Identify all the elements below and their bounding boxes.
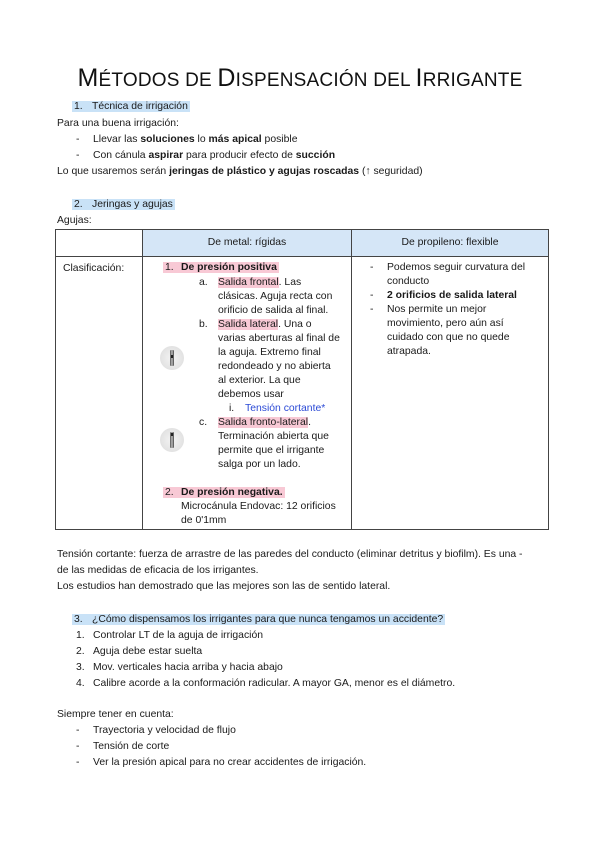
section-1-outro: Lo que usaremos serán jeringas de plástico y agujas roscadas (↑ seguridad) (57, 166, 423, 177)
note-line: Tensión cortante: fuerza de arrastre de las paredes del conducto (eliminar detritus y biofilm). Es una - (57, 549, 523, 560)
note-line: Los estudios han demostrado que las mejores son las de sentido lateral. (57, 581, 391, 592)
lateral-needle-tip-image (160, 346, 184, 370)
flexible-list-item: atrapada. (387, 346, 431, 357)
title-part: M (77, 64, 99, 92)
section-number: 3. (74, 614, 83, 625)
flexible-list-item: movimiento, pero aún así (387, 318, 504, 329)
text-line: permite que el irrigante (218, 445, 325, 456)
numbered-item: 3. Mov. verticales hacia arriba y hacia abajo (76, 662, 283, 673)
flexible-list-item: - Podemos seguir curvatura del (370, 262, 526, 273)
table-row-label-cell (56, 257, 143, 530)
bullet-item: - Con cánula aspirar para producir efecto de succión (76, 150, 336, 161)
title-part: I (415, 64, 423, 92)
section-title: Técnica de irrigación (92, 101, 188, 112)
note-line: de las medidas de eficacia de los irrigantes. (57, 565, 259, 576)
section-2-heading (72, 197, 175, 213)
numbered-item: 2. Aguja debe estar suelta (76, 646, 203, 657)
numbered-item: 4. Calibre acorde a la conformación radicular. A mayor GA, menor es el diámetro. (76, 678, 456, 689)
bullet-item: - Tensión de corte (76, 741, 170, 752)
text-line: varias aberturas al final de (218, 333, 340, 344)
title-part: ÉTODOS DE (98, 70, 218, 91)
section-2-intro: Agujas: (57, 215, 92, 226)
section-1-intro: Para una buena irrigación: (57, 118, 179, 129)
section-title: ¿Cómo dispensamos los irrigantes para que nunca tengamos un accidente? (92, 614, 444, 625)
text-line: Terminación abierta que (218, 431, 329, 442)
reminder-intro: Siempre tener en cuenta: (57, 709, 174, 720)
table-header: De propileno: flexible (352, 230, 549, 257)
list-item-c: c. Salida fronto-lateral. (199, 417, 311, 428)
fronto-lateral-needle-tip-image (160, 428, 184, 452)
bullet-item: - Llevar las soluciones lo más apical posible (76, 134, 298, 145)
text-line: la aguja. Extremo final (218, 347, 321, 358)
section-number: 2. (74, 199, 83, 210)
negative-pressure-heading: 2. De presión negativa. (165, 487, 283, 498)
page-title (0, 60, 600, 98)
bullet-item: - Trayectoria y velocidad de flujo (76, 725, 236, 736)
metal-needles-cell (143, 257, 352, 530)
table-corner-cell (56, 230, 143, 257)
flexible-needles-cell (352, 257, 549, 530)
section-number: 1. (74, 101, 83, 112)
text-line: salga por un lado. (218, 459, 301, 470)
sub-item-i: i. Tensión cortante* (229, 403, 326, 414)
text-line: debemos usar (218, 389, 284, 400)
numbered-item: 1. Controlar LT de la aguja de irrigación (76, 630, 264, 641)
title-part: RRIGANTE (422, 70, 523, 91)
text-line: clásicas. Aguja recta con (218, 291, 333, 302)
list-item-b: b. Salida lateral. Una o (199, 319, 312, 330)
list-item-a: a. Salida frontal. Las (199, 277, 302, 288)
table-header: De metal: rígidas (143, 230, 352, 257)
positive-pressure-heading: 1. De presión positiva (165, 262, 277, 273)
flexible-list-item: cuidado con que no quede (387, 332, 510, 343)
bullet-item: - Ver la presión apical para no crear accidentes de irrigación. (76, 757, 367, 768)
title-part: D (217, 64, 236, 92)
section-3-heading (72, 612, 445, 628)
flexible-list-item: - Nos permite un mejor (370, 304, 487, 315)
flexible-list-item: - 2 orificios de salida lateral (370, 290, 517, 301)
text-line: de 0'1mm (181, 515, 227, 526)
text-line: Microcánula Endovac: 12 orificios (181, 501, 336, 512)
text-line: al exterior. La que (218, 375, 301, 386)
text-line: redondeado y no abierta (218, 361, 331, 372)
section-1-heading (72, 99, 190, 115)
section-title: Jeringas y agujas (92, 199, 173, 210)
text-line: orificio de salida al final. (218, 305, 329, 316)
flexible-list-item: conducto (387, 276, 430, 287)
title-part: ISPENSACIÓN DEL (235, 70, 416, 91)
needles-table (55, 229, 549, 530)
row-label: Clasificación: (63, 263, 125, 274)
